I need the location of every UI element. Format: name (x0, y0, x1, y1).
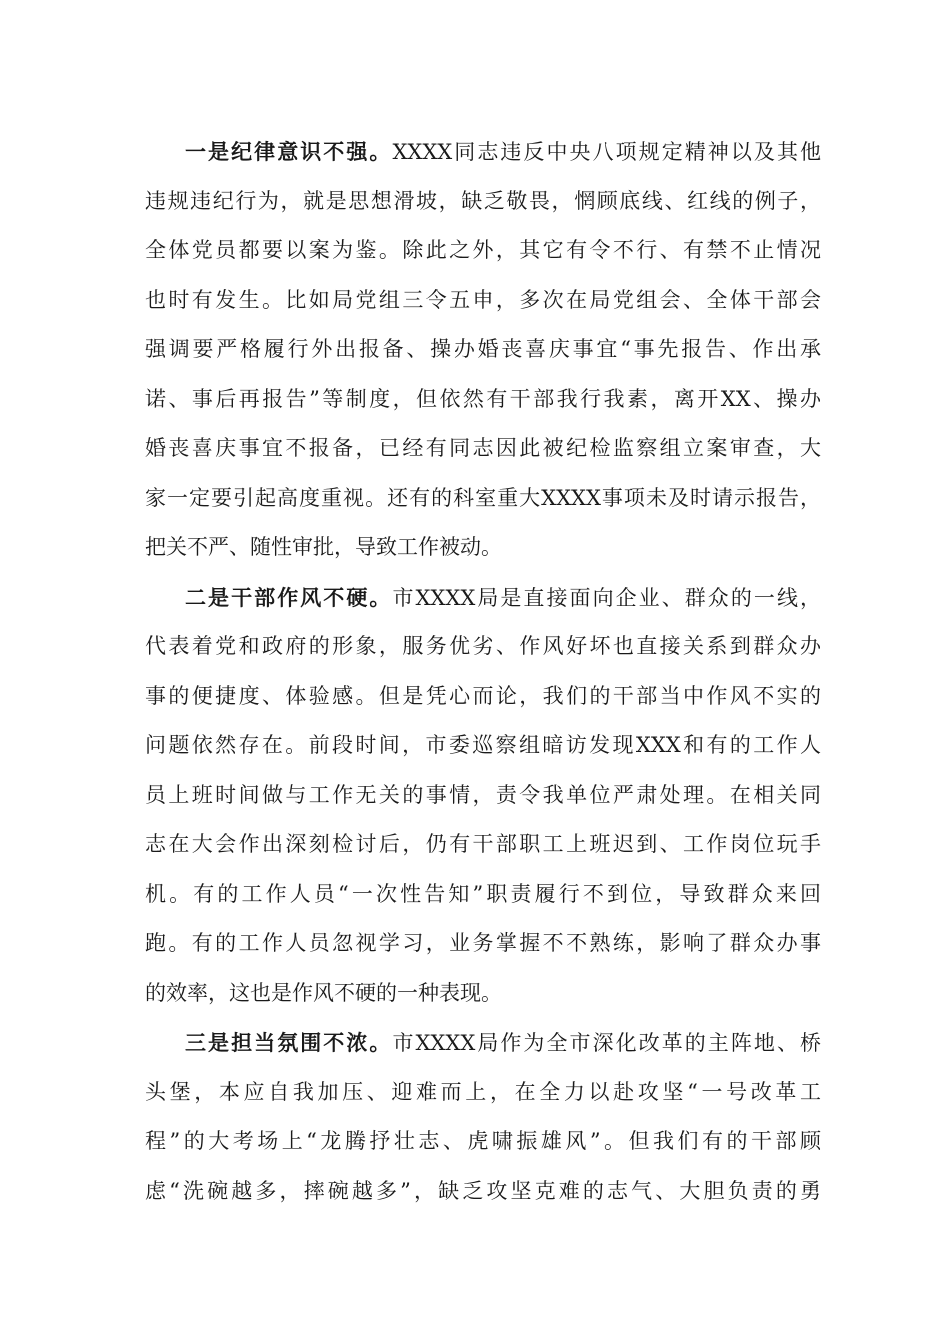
paragraph-line: 诺、事后再报告”等制度，但依然有干部我行我素，离开XX、操办 (145, 386, 821, 411)
paragraph-responsibility (145, 1018, 821, 1216)
paragraph-line: 机。有的工作人员“一次性告知”职责履行不到位，导致群众来回 (145, 881, 821, 906)
paragraph-line: 也时有发生。比如局党组三令五申，多次在局党组会、全体干部会 (145, 287, 821, 312)
paragraph-line: 家一定要引起高度重视。还有的科室重大XXXX事项未及时请示报告， (145, 485, 821, 510)
paragraph-line: 代表着党和政府的形象，服务优劣、作风好坏也直接关系到群众办 (145, 634, 821, 658)
paragraph-line: 一是纪律意识不强。XXXX同志违反中央八项规定精神以及其他 (185, 139, 821, 164)
paragraph-line: 问题依然存在。前段时间，市委巡察组暗访发现XXX和有的工作人 (145, 733, 821, 757)
paragraph-line: 程”的大考场上“龙腾抒壮志、虎啸振雄风”。但我们有的干部顾 (145, 1129, 821, 1153)
paragraph-line: 头堡，本应自我加压、迎难而上，在全力以赴攻坚“一号改革工 (145, 1079, 821, 1104)
paragraph-line: 的效率，这也是作风不硬的一种表现。 (145, 980, 502, 1005)
paragraph-heading: 一是纪律意识不强。 (185, 139, 393, 164)
paragraph-work-style (145, 573, 821, 1019)
paragraph-line: 把关不严、随性审批，导致工作被动。 (145, 535, 502, 559)
paragraph-line: 三是担当氛围不浓。市XXXX局作为全市深化改革的主阵地、桥 (185, 1030, 821, 1055)
paragraph-line: 员上班时间做与工作无关的事情，责令我单位严肃处理。在相关同 (145, 782, 821, 807)
paragraph-line: 二是干部作风不硬。市XXXX局是直接面向企业、群众的一线， (185, 584, 821, 610)
paragraph-heading: 二是干部作风不硬。 (185, 584, 393, 610)
paragraph-line: 全体党员都要以案为鉴。除此之外，其它有令不行、有禁不止情况 (145, 238, 821, 262)
paragraph-discipline (145, 127, 821, 573)
paragraph-line: 事的便捷度、体验感。但是凭心而论，我们的干部当中作风不实的 (145, 683, 821, 708)
paragraph-line: 婚丧喜庆事宜不报备，已经有同志因此被纪检监察组立案审查，大 (145, 436, 821, 460)
paragraph-line: 强调要严格履行外出报备、操办婚丧喜庆事宜“事先报告、作出承 (145, 337, 821, 361)
paragraph-line: 跑。有的工作人员忽视学习，业务掌握不不熟练，影响了群众办事 (145, 931, 821, 955)
paragraph-line: 违规违纪行为，就是思想滑坡，缺乏敬畏，惘顾底线、红线的例子， (145, 188, 821, 213)
paragraph-line: 志在大会作出深刻检讨后，仍有干部职工上班迟到、工作岗位玩手 (145, 832, 821, 856)
document-page (145, 127, 821, 1216)
paragraph-heading: 三是担当氛围不浓。 (185, 1030, 393, 1055)
paragraph-line: 虑“洗碗越多，摔碗越多”，缺乏攻坚克难的志气、大胆负责的勇 (145, 1178, 821, 1203)
